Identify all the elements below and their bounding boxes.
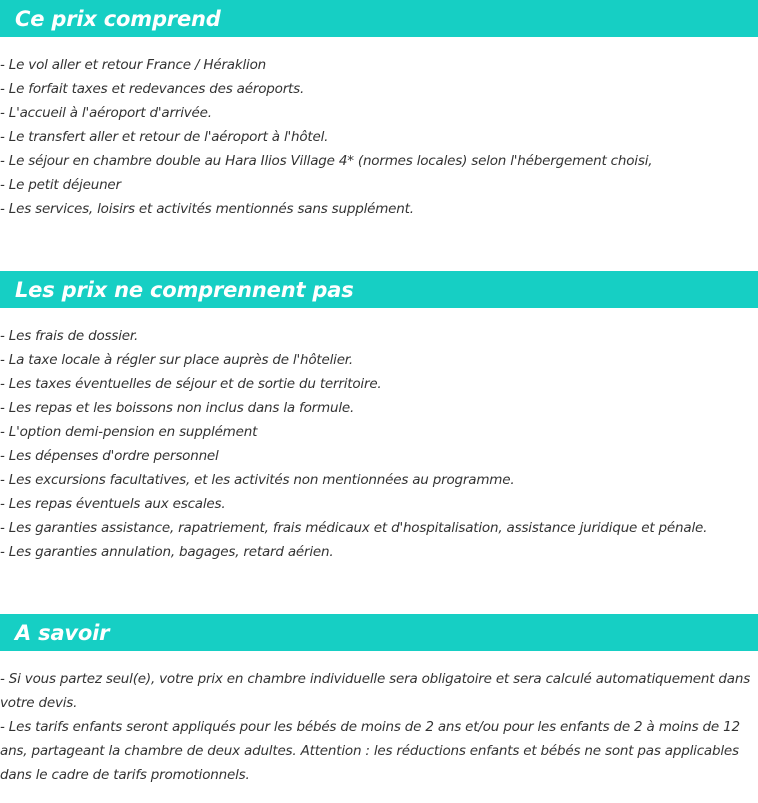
list-item: - Le petit déjeuner — [0, 177, 121, 193]
not-included-list — [0, 324, 758, 564]
section-header — [0, 614, 758, 651]
list-item: - Les repas éventuels aux escales. — [0, 496, 226, 512]
list-item: - La taxe locale à régler sur place auprès de l'hôtelier. — [0, 352, 354, 368]
list-item: - Les excursions facultatives, et les activités non mentionnées au programme. — [0, 472, 515, 488]
section-header — [0, 271, 758, 308]
info-paragraph: - Les tarifs enfants seront appliqués pour les bébés de moins de 2 ans et/ou pour les enfants de 2 à moins de 12 ans, partageant la chambre de deux adultes. Attention : les réductions enfants et bébés ne sont pas applicables dans le cadre de tarifs promotionnels. — [0, 719, 740, 783]
section-included — [0, 0, 758, 221]
list-item: - Les frais de dossier. — [0, 328, 139, 344]
section-not-included — [0, 271, 758, 564]
list-item: - Les repas et les boissons non inclus dans la formule. — [0, 400, 355, 416]
section-header — [0, 0, 758, 37]
list-item: - Les garanties annulation, bagages, retard aérien. — [0, 544, 334, 560]
list-item: - Les taxes éventuelles de séjour et de sortie du territoire. — [0, 376, 382, 392]
included-list — [0, 53, 758, 221]
list-item: - Les garanties assistance, rapatriement, frais médicaux et d'hospitalisation, assistance juridique et pénale. — [0, 520, 708, 536]
list-item: - Le vol aller et retour France / Héraklion — [0, 57, 267, 73]
list-item: - L'accueil à l'aéroport d'arrivée. — [0, 105, 212, 121]
list-item: - Le séjour en chambre double au Hara Ilios Village 4* (normes locales) selon l'hébergement choisi, — [0, 153, 653, 169]
list-item: - Le forfait taxes et redevances des aéroports. — [0, 81, 305, 97]
info-paragraph: - Si vous partez seul(e), votre prix en chambre individuelle sera obligatoire et sera calculé automatiquement dans votre devis. — [0, 671, 751, 711]
section-good-to-know — [0, 614, 758, 787]
list-item: - Les dépenses d'ordre personnel — [0, 448, 219, 464]
section-title: A savoir — [15, 620, 110, 645]
section-title: Ce prix comprend — [15, 6, 221, 31]
list-item: - Les services, loisirs et activités mentionnés sans supplément. — [0, 201, 414, 217]
list-item: - L'option demi-pension en supplément — [0, 424, 258, 440]
section-title: Les prix ne comprennent pas — [15, 277, 354, 302]
list-item: - Le transfert aller et retour de l'aéroport à l'hôtel. — [0, 129, 329, 145]
